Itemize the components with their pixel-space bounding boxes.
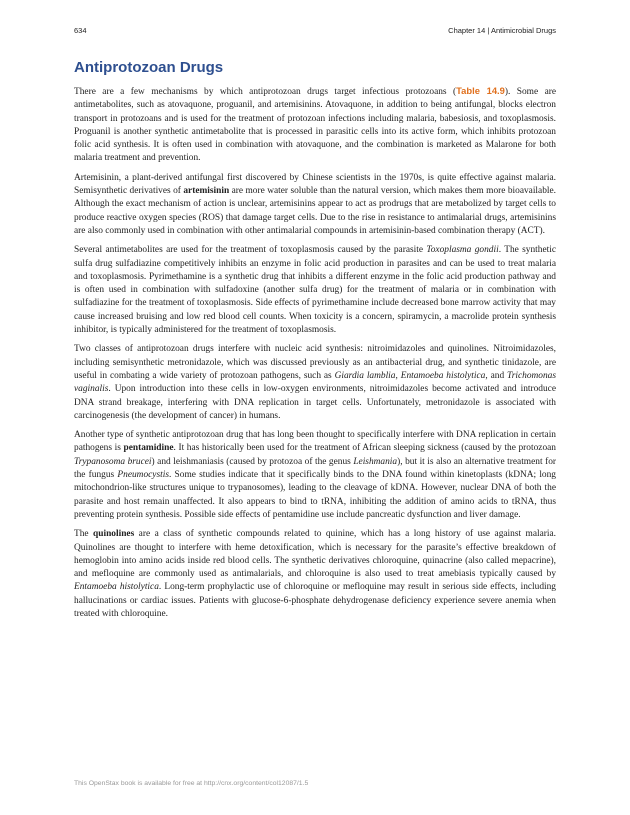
text-run: Another type of synthetic antiprotozoan drug that has long been thought to specifically interfere with DNA replication in certain pathogens is [74, 430, 556, 454]
species-name: Toxoplasma gondii [426, 245, 499, 256]
page-number: 634 [74, 26, 87, 35]
text-run: Two classes of antiprotozoan drugs interfere with nucleic acid synthesis: nitroimidazoles and quinolines. Nitroimidazoles, including semisynthetic metronidazole, which was discussed previously as an antibacterial drug, and synthetic tinidazole, are useful in combating a wide variety of protozoan pathogens, such as [74, 344, 556, 381]
section-title: Antiprotozoan Drugs [74, 59, 224, 76]
text-run: . Some studies indicate that it specifically binds to the DNA found within kinetoplasts (kDNA; long mitochondrion-like structures unique to trypanosomes), leading to the cleavage of kDNA. However, nuclear DNA of both the parasite and host remain unaffected. It also appears to bind to tRNA, inhibiting the addition of amino acids to tRNA, thus preventing protein synthesis. Possible side effects of pentamidine use include pancreatic dysfunction and liver damage. [74, 470, 556, 520]
text-run: are a class of synthetic compounds related to quinine, which has a long history of use against malaria. Quinolines are thought to interfere with heme detoxification, which is necessary for the parasite’s effective breakdown of hemoglobin into amino acids inside red blood cells. The synthetic derivatives chloroquine, quinacrine (also called mepacrine), and mefloquine are commonly used as antimalarials, and chloroquine is also used to treat amebiasis typically caused by [74, 529, 557, 580]
text-run: . Long-term prophylactic use of chloroquine or mefloquine may result in serious side effects, including hallucinations or cardiac issues. Patients with glucose-6-phosphate dehydrogenase deficiency experience severe anemia when treated with chloroquine. [74, 582, 556, 619]
species-name: Leishmania [353, 456, 398, 467]
paragraph-toxoplasmosis [74, 244, 556, 337]
species-name: Pneumocystis [117, 470, 169, 481]
page-footer: This OpenStax book is available for free at http://cnx.org/content/col12087/1.5 [74, 780, 309, 787]
text-run: There are a few mechanisms by which antiprotozoan drugs target infectious protozoans ( [74, 87, 457, 97]
species-name: Trypanosoma brucei [74, 456, 152, 467]
term-pentamidine: pentamidine [123, 443, 174, 454]
text-run: Several antimetabolites are used for the treatment of toxoplasmosis caused by the parasite [74, 245, 427, 256]
text-run: , and [485, 370, 508, 381]
paragraph-quinolines [74, 528, 556, 621]
paragraph-nitroimidazoles [74, 343, 556, 423]
species-name: Giardia lamblia [334, 370, 396, 381]
text-run: . Upon introduction into these cells in low-oxygen environments, nitroimidazoles become activated and introduce DNA strand breakage, interfering with DNA replication in target cells. Unfortunately, metronidazole is associated with carcinogenesis (the development of cancer) in humans. [74, 384, 556, 421]
paragraph-pentamidine [74, 429, 556, 522]
text-run: The [74, 529, 94, 540]
paragraph-artemisinin [74, 172, 556, 238]
text-run: are more water soluble than the natural version, which makes them more bioavailable. Although the exact mechanism of action is unclear, artemisinins appear to act as prodrugs that are metabolized by target cells to produce reactive oxygen species (ROS) that damage target cells. Due to the rise in resistance to antimalarial drugs, artemisinins are also commonly used in combination with other antimalarial compounds in artemisinin-based combination therapy (ACT). [74, 186, 556, 236]
term-artemisinin: artemisinin [183, 186, 230, 197]
text-run: ) and leishmaniasis (caused by protozoa of the genus [151, 456, 354, 467]
species-name: Entamoeba histolytica [74, 582, 159, 593]
species-name: Entamoeba histolytica [400, 370, 486, 381]
running-head: Chapter 14 | Antimicrobial Drugs [448, 26, 556, 35]
page-content [74, 58, 556, 627]
term-quinolines: quinolines [93, 529, 135, 540]
table-14-9-link[interactable]: Table 14.9 [456, 85, 505, 96]
text-run: . The synthetic sulfa drug sulfadiazine competitively inhibits an enzyme in folic acid production in parasites and can be used to treat malaria and toxoplasmosis. Pyrimethamine is a synthetic drug that inhibits a different enzyme in the folic acid production pathway and is often used in combination with sulfadoxine (another sulfa drug) for the treatment of malaria or in combination with sulfadiazine for the treatment of toxoplasmosis. Side effects of pyrimethamine include decreased bone marrow activity that may cause increased bruising and low red blood cell counts. When toxicity is a concern, spiramycin, a macrolide protein synthesis inhibitor, is typically administered for the treatment of toxoplasmosis. [74, 245, 556, 336]
text-run: ). Some are antimetabolites, such as atovaquone, proguanil, and artemisinins. Atovaquone, in addition to being antifungal, blocks electron transport in protozoans and is used for the treatment of protozoan infections including malaria, babesiosis, and toxoplasmosis. Proguanil is another synthetic antimetabolite that is processed in parasitic cells into its active form, which inhibits protozoan folic acid synthesis. It is often used in combination with atovaquone, and the combination is marketed as Malarone for both malaria treatment and prevention. [74, 87, 557, 164]
text-run: Artemisinin, a plant-derived antifungal first discovered by Chinese scientists in the 1970s, is quite effective against malaria. Semisynthetic derivatives of [74, 172, 556, 197]
text-run: ), but it is also an alternative treatment for the fungus [74, 456, 557, 481]
text-run: . It has historically been used for the treatment of African sleeping sickness (caused by the protozoan [173, 443, 556, 454]
text-run: , [395, 370, 401, 381]
species-name: Trichomonas vaginalis [74, 370, 556, 395]
paragraph-mechanisms [74, 84, 556, 166]
